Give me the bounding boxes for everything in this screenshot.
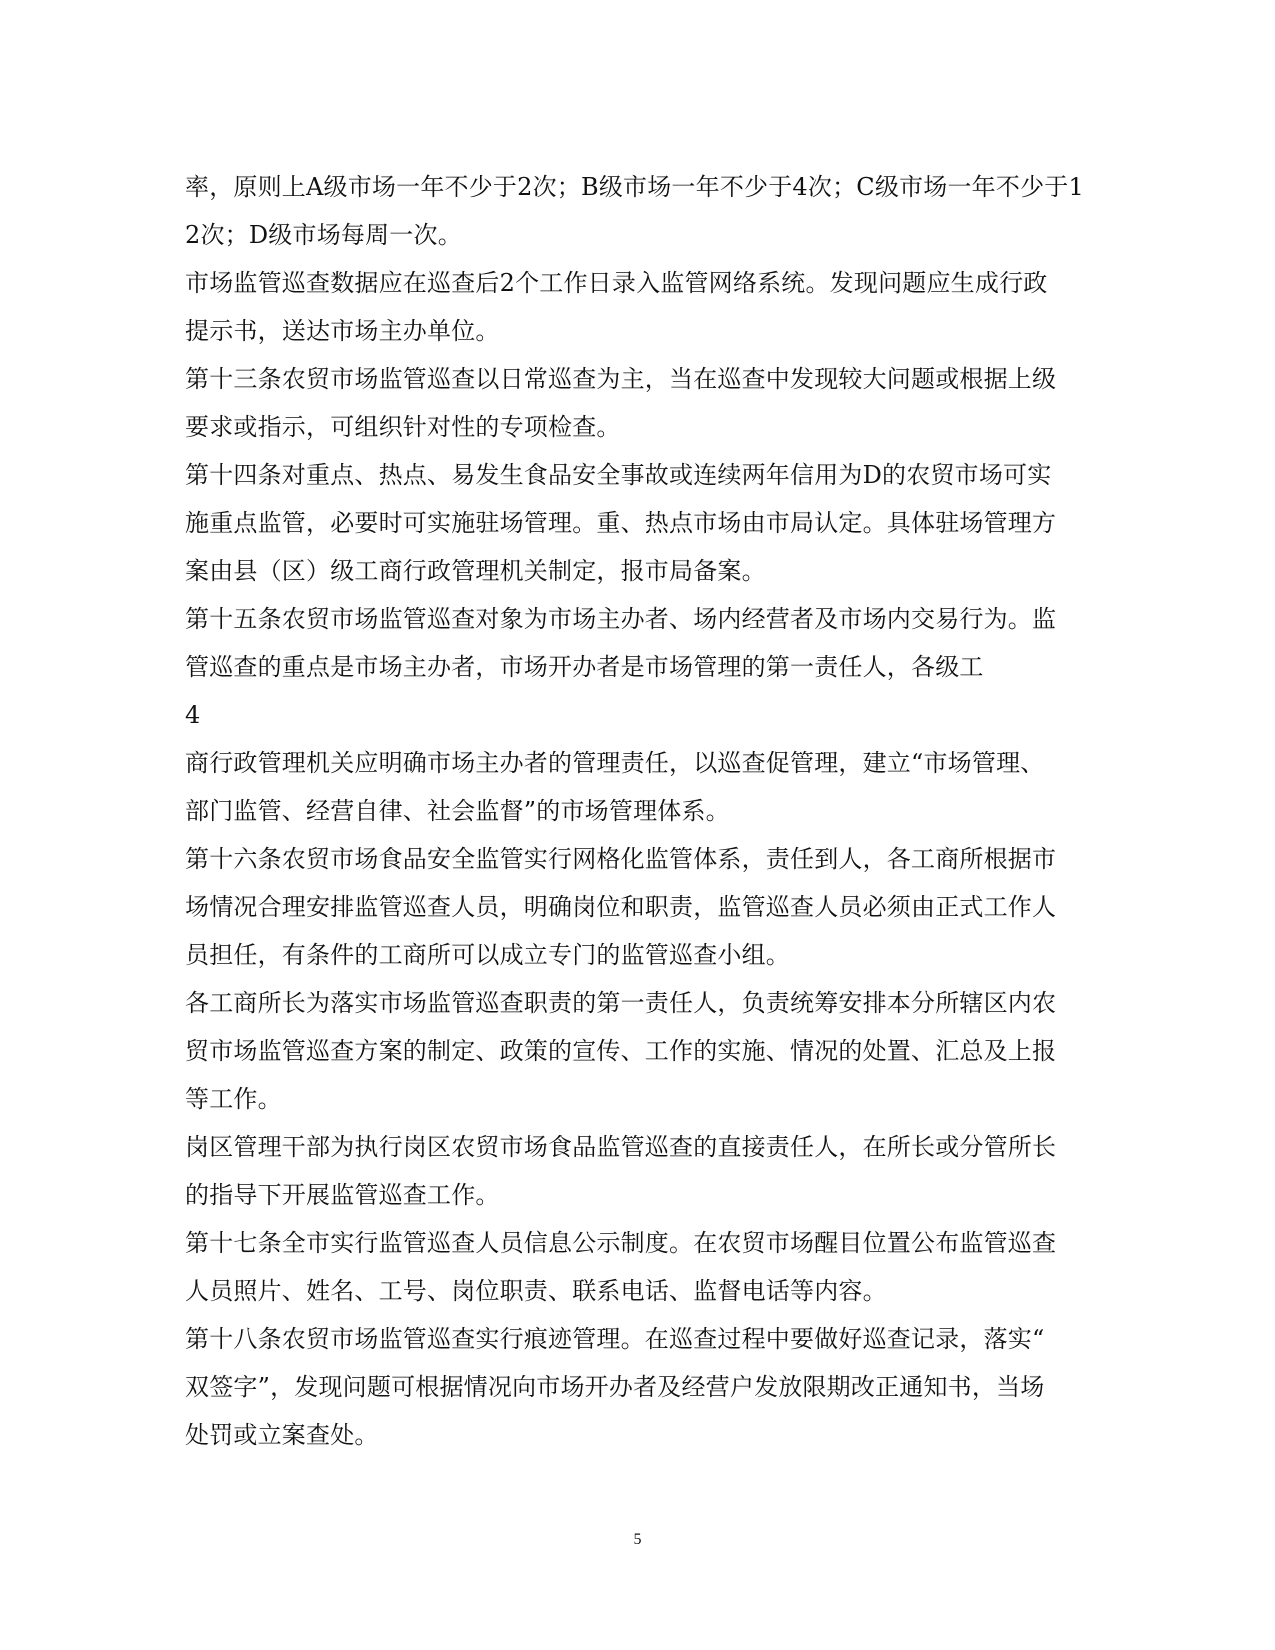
text-line: 场情况合理安排监管巡查人员，明确岗位和职责，监管巡查人员必须由正式工作人 (185, 893, 1057, 921)
page-number: 5 (633, 1531, 642, 1548)
text-line: 第十八条农贸市场监管巡查实行痕迹管理。在巡查过程中要做好巡查记录，落实“ (185, 1325, 1045, 1353)
inline-page-number: 4 (185, 701, 201, 729)
text-line: 贸市场监管巡查方案的制定、政策的宣传、工作的实施、情况的处置、汇总及上报 (185, 1037, 1057, 1065)
document-body (185, 163, 1090, 1459)
text-line: 岗区管理干部为执行岗区农贸市场食品监管巡查的直接责任人，在所长或分管所长 (185, 1133, 1057, 1161)
text-line: 部门监管、经营自律、社会监督”的市场管理体系。 (185, 797, 730, 825)
text-line: 第十四条对重点、热点、易发生食品安全事故或连续两年信用为D的农贸市场可实 (185, 461, 1052, 489)
text-line: 员担任，有条件的工商所可以成立专门的监管巡查小组。 (185, 941, 790, 969)
text-line: 第十五条农贸市场监管巡查对象为市场主办者、场内经营者及市场内交易行为。监 (185, 605, 1057, 633)
text-line: 市场监管巡查数据应在巡查后2个工作日录入监管网络系统。发现问题应生成行政 (185, 269, 1048, 297)
text-line: 要求或指示，可组织针对性的专项检查。 (185, 413, 621, 441)
text-line: 率，原则上A级市场一年不少于2次；B级市场一年不少于4次；C级市场一年不少于1 (185, 173, 1084, 201)
text-line: 第十六条农贸市场食品安全监管实行网格化监管体系，责任到人，各工商所根据市 (185, 845, 1057, 873)
text-line: 2次；D级市场每周一次。 (185, 221, 462, 249)
text-line: 处罚或立案查处。 (185, 1421, 379, 1449)
text-line: 第十三条农贸市场监管巡查以日常巡查为主，当在巡查中发现较大问题或根据上级 (185, 365, 1057, 393)
text-line: 的指导下开展监管巡查工作。 (185, 1181, 500, 1209)
text-line: 管巡查的重点是市场主办者，市场开办者是市场管理的第一责任人，各级工 (185, 653, 984, 681)
text-line: 案由县（区）级工商行政管理机关制定，报市局备案。 (185, 557, 766, 585)
text-line: 商行政管理机关应明确市场主办者的管理责任，以巡查促管理，建立“市场管理、 (185, 749, 1045, 777)
text-line: 提示书，送达市场主办单位。 (185, 317, 500, 345)
text-line: 等工作。 (185, 1085, 282, 1113)
text-line: 人员照片、姓名、工号、岗位职责、联系电话、监督电话等内容。 (185, 1277, 887, 1305)
text-line: 双签字”，发现问题可根据情况向市场开办者及经营户发放限期改正通知书，当场 (185, 1373, 1045, 1401)
text-line: 施重点监管，必要时可实施驻场管理。重、热点市场由市局认定。具体驻场管理方 (185, 509, 1057, 537)
text-line: 各工商所长为落实市场监管巡查职责的第一责任人，负责统筹安排本分所辖区内农 (185, 989, 1057, 1017)
text-line: 第十七条全市实行监管巡查人员信息公示制度。在农贸市场醒目位置公布监管巡查 (185, 1229, 1057, 1257)
